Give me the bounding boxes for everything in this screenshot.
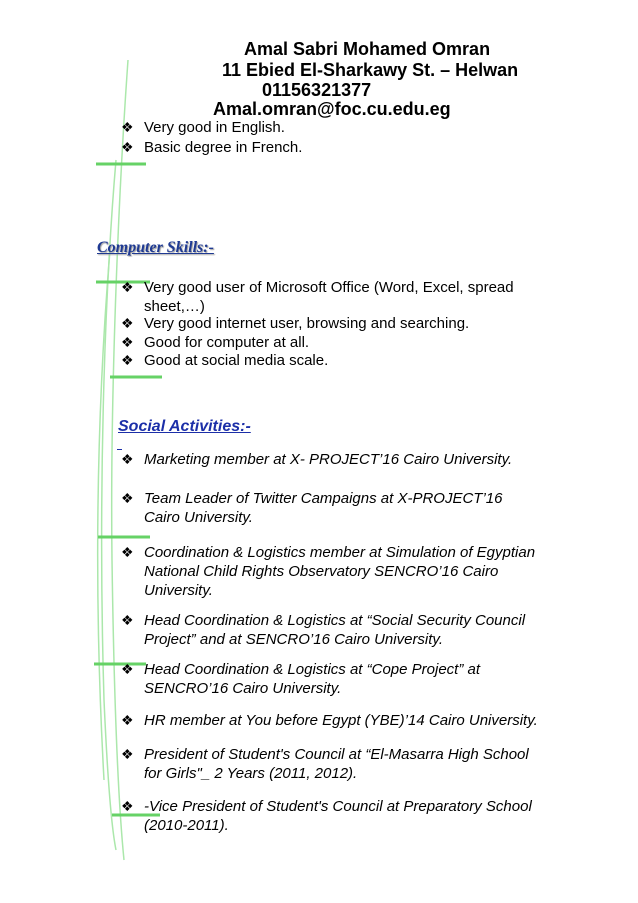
diamond-bullet-icon: ❖ [121, 544, 134, 560]
diamond-bullet-icon: ❖ [121, 746, 134, 762]
diamond-bullet-icon: ❖ [121, 352, 134, 368]
social-activity-item-text: Cairo University. [144, 509, 253, 526]
email-address[interactable]: Amal.omran@foc.cu.edu.eg [213, 99, 451, 119]
diamond-bullet-icon: ❖ [121, 334, 134, 350]
diamond-bullet-icon: ❖ [121, 279, 134, 295]
social-activity-item-text: SENCRO’16 Cairo University. [144, 680, 342, 697]
social-activity-item-text: HR member at You before Egypt (YBE)’14 Cairo University. [144, 712, 538, 729]
diamond-bullet-icon: ❖ [121, 798, 134, 814]
social-activity-item-text: for Girls"_ 2 Years (2011, 2012). [144, 765, 358, 782]
language-item-text: Basic degree in French. [144, 139, 303, 156]
diamond-bullet-icon: ❖ [121, 315, 134, 331]
social-activity-item-text: Coordination & Logistics member at Simulation of Egyptian [144, 544, 536, 561]
diamond-bullet-icon: ❖ [121, 139, 134, 155]
diamond-bullet-icon: ❖ [121, 612, 134, 628]
social-activity-item-text: Head Coordination & Logistics at “Cope Project” at [144, 661, 481, 678]
section-title-social-activities: Social Activities:- [118, 418, 251, 435]
diamond-bullet-icon: ❖ [121, 451, 134, 467]
computer-skill-item-text: Very good user of Microsoft Office (Word, Excel, spread [144, 279, 514, 296]
social-activity-item-text: President of Student's Council at “El-Masarra High School [144, 746, 529, 763]
computer-skill-item-text: Good for computer at all. [144, 334, 310, 351]
social-activity-item-text: Team Leader of Twitter Campaigns at X-PROJECT’16 [144, 490, 503, 507]
address: 11 Ebied El-Sharkawy St. – Helwan [222, 60, 519, 80]
diamond-bullet-icon: ❖ [121, 119, 134, 135]
section-title-computer-skills: Computer Skills:- [97, 239, 214, 256]
computer-skill-item-text: sheet,…) [144, 298, 205, 315]
language-item-text: Very good in English. [144, 119, 285, 136]
social-activity-item-text: Marketing member at X- PROJECT’16 Cairo University. [144, 451, 513, 468]
social-activity-item-text: National Child Rights Observatory SENCRO’16 Cairo [144, 563, 499, 580]
phone-number: 01156321377 [262, 80, 372, 100]
social-activity-item-text: University. [144, 582, 213, 599]
diamond-bullet-icon: ❖ [121, 712, 134, 728]
computer-skill-item-text: Very good internet user, browsing and searching. [144, 315, 470, 332]
social-activity-item-text: Project” and at SENCRO’16 Cairo University. [144, 631, 443, 648]
social-activity-item-text: -Vice President of Student's Council at Preparatory School [144, 798, 532, 815]
diamond-bullet-icon: ❖ [121, 661, 134, 677]
diamond-bullet-icon: ❖ [121, 490, 134, 506]
social-activity-item-text: Head Coordination & Logistics at “Social Security Council [144, 612, 526, 629]
social-activity-item-text: (2010-2011). [144, 817, 229, 834]
computer-skill-item-text: Good at social media scale. [144, 352, 329, 369]
applicant-name: Amal Sabri Mohamed Omran [244, 39, 491, 59]
